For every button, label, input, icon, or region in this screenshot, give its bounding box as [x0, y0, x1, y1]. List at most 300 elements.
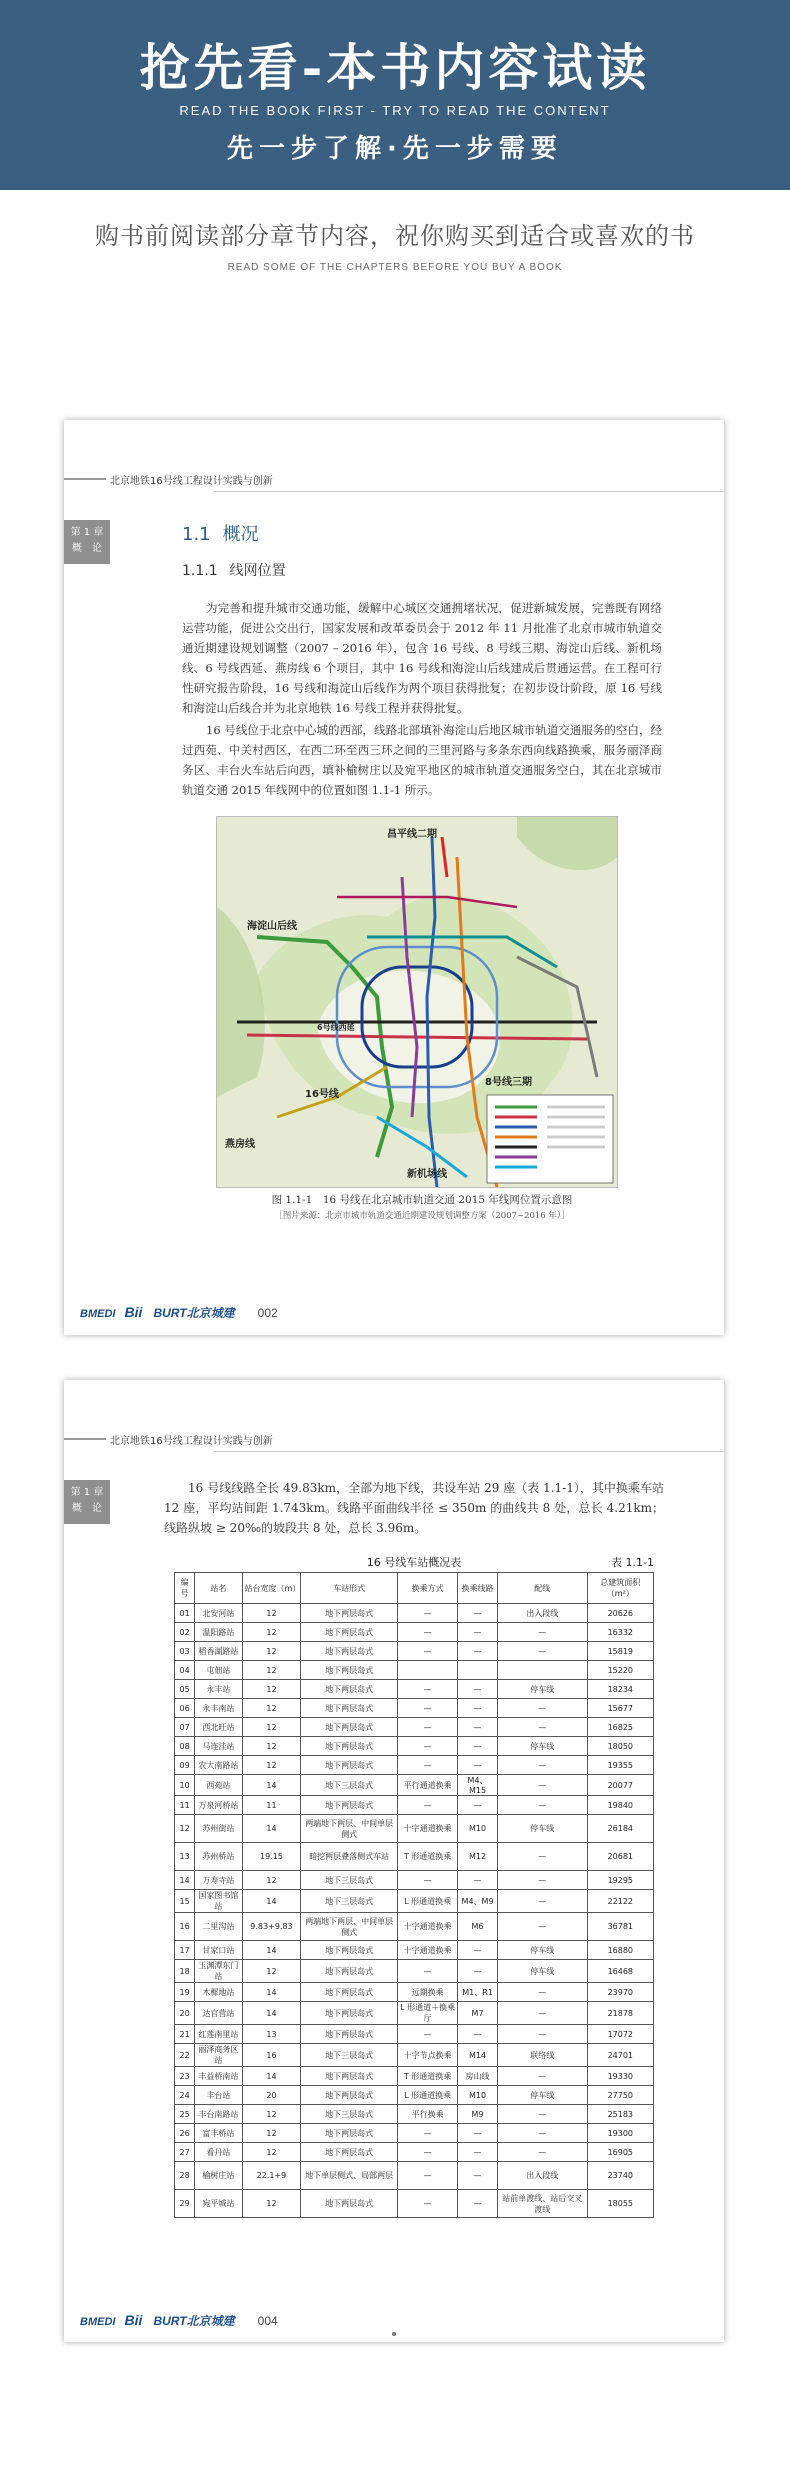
metro-map-graphic: [217, 817, 617, 1187]
table-cell: 20681: [587, 1843, 653, 1871]
table-cell: 地下两层岛式: [301, 1983, 398, 2002]
table-cell: 02: [175, 1623, 195, 1642]
table-cell: 地下两层岛式: [301, 1960, 398, 1983]
table-cell: 19355: [587, 1756, 653, 1775]
table-cell: 联络线: [497, 2044, 587, 2067]
table-cell: 12: [242, 1642, 301, 1661]
chapter-tab: [64, 520, 110, 564]
table-cell: 永丰南站: [195, 1699, 242, 1718]
table-header-cell: 车站形式: [301, 1573, 398, 1604]
table-cell: —: [458, 1796, 498, 1815]
table-cell: 万寿寺站: [195, 1871, 242, 1890]
table-cell: 14: [242, 2002, 301, 2025]
table-cell: —: [458, 1871, 498, 1890]
table-cell: —: [458, 1604, 498, 1623]
table-cell: 达官营站: [195, 2002, 242, 2025]
table-row: [175, 2044, 654, 2067]
table-cell: [497, 1661, 587, 1680]
map-label-line16: 16号线: [305, 1089, 339, 1100]
table-cell: 两端地下两层、中间单层侧式: [301, 1913, 398, 1941]
table-cell: 14: [242, 1775, 301, 1796]
table-cell: 16332: [587, 1623, 653, 1642]
table-cell: 19: [175, 1983, 195, 2002]
table-cell: 14: [175, 1871, 195, 1890]
subsection-heading: [182, 560, 286, 580]
table-cell: 12: [242, 1960, 301, 1983]
table-cell: 地下两层岛式: [301, 2002, 398, 2025]
table-cell: 17072: [587, 2025, 653, 2044]
table-cell: 12: [242, 1604, 301, 1623]
table-cell: 19300: [587, 2124, 653, 2143]
table-cell: —: [497, 2143, 587, 2162]
page-number: 002: [257, 1306, 278, 1320]
table-cell: 16905: [587, 2143, 653, 2162]
page-number: 004: [257, 2314, 278, 2328]
table-row: [175, 1699, 654, 1718]
table-cell: 地下两层岛式: [301, 1737, 398, 1756]
banner-subtitle-en: READ THE BOOK FIRST - TRY TO READ THE CONTENT: [179, 103, 611, 118]
table-row: [175, 1604, 654, 1623]
section-title: 概况: [222, 524, 259, 545]
table-cell: 27750: [587, 2086, 653, 2105]
table-cell: 12: [242, 2105, 301, 2124]
publisher-logo-bii: Bii: [124, 1304, 143, 1320]
table-cell: 地下三层岛式: [301, 2105, 398, 2124]
table-cell: 地下两层岛式: [301, 2067, 398, 2086]
table-cell: 地下两层岛式: [301, 1718, 398, 1737]
header-banner: [0, 0, 790, 190]
table-cell: M12: [458, 1843, 498, 1871]
table-cell: 23970: [587, 1983, 653, 2002]
table-cell: 13: [242, 2025, 301, 2044]
table-cell: 22.1+9: [242, 2162, 301, 2190]
table-row: [175, 2143, 654, 2162]
table-cell: 26184: [587, 1815, 653, 1843]
table-cell: 西北旺站: [195, 1718, 242, 1737]
table-row: [175, 2067, 654, 2086]
table-cell: —: [497, 1983, 587, 2002]
table-cell: T 形通道换乘: [397, 2067, 457, 2086]
page-footer: [80, 2312, 278, 2329]
table-cell: 10: [175, 1775, 195, 1796]
subsection-number: 1.1.1: [182, 563, 218, 579]
table-cell: 12: [242, 1661, 301, 1680]
table-row: [175, 1815, 654, 1843]
table-cell: 24701: [587, 2044, 653, 2067]
table-cell: 19295: [587, 1871, 653, 1890]
table-cell: —: [397, 1699, 457, 1718]
table-cell: —: [397, 1796, 457, 1815]
table-cell: 15: [175, 1890, 195, 1913]
table-cell: M9: [458, 2105, 498, 2124]
table-cell: —: [397, 2124, 457, 2143]
table-row: [175, 1913, 654, 1941]
table-cell: 23: [175, 2067, 195, 2086]
table-cell: —: [458, 2162, 498, 2190]
table-cell: 05: [175, 1680, 195, 1699]
table-row: [175, 1871, 654, 1890]
table-cell: M10: [458, 1815, 498, 1843]
table-cell: —: [458, 2143, 498, 2162]
table-cell: —: [397, 1871, 457, 1890]
body-paragraph-1: 为完善和提升城市交通功能，缓解中心城区交通拥堵状况，促进新城发展，完善既有网络运营功能，促进公交出行，国家发展和改革委员会于 2012 年 11 月批准了北京市城市轨道交通近期建设规划调整（2007 – 2016 年），包含 16 号线、8 号线三期、海淀山后线、新机场线、6 号线西延、燕房线 6 个项目，其中 16 号线和海淀山后线建成后贯通运营。在工程可行性研究报告阶段，16 号线和海淀山后线作为两个项目获得批复；在初步设计阶段，原 16 号线和海淀山后线合并为北京地铁 16 号线工程并获得批复。: [182, 601, 662, 715]
table-cell: 17: [175, 1941, 195, 1960]
table-row: [175, 2162, 654, 2190]
table-cell: [397, 1661, 457, 1680]
running-head-rule: [214, 491, 724, 492]
table-cell: —: [397, 1718, 457, 1737]
figure-source: ［图片来源：北京市城市轨道交通近期建设规划调整方案（2007~2016 年）］: [274, 1211, 570, 1221]
table-cell: 08: [175, 1737, 195, 1756]
table-row: [175, 1843, 654, 1871]
table-cell: —: [458, 1680, 498, 1699]
map-label-haidian-shanhou: 海淀山后线: [247, 921, 297, 932]
table-cell: 停车线: [497, 1680, 587, 1699]
table-cell: 地下两层岛式: [301, 1699, 398, 1718]
table-cell: 西苑站: [195, 1775, 242, 1796]
table-cell: 12: [175, 1815, 195, 1843]
table-cell: 暗挖两层叠落侧式车站: [301, 1843, 398, 1871]
table-cell: 国家图书馆站: [195, 1890, 242, 1913]
running-head-bar: [64, 478, 106, 480]
table-cell: 21: [175, 2025, 195, 2044]
table-cell: 18234: [587, 1680, 653, 1699]
table-cell: 18050: [587, 1737, 653, 1756]
table-cell: 21878: [587, 2002, 653, 2025]
table-cell: M4、M9: [458, 1890, 498, 1913]
table-cell: 11: [175, 1796, 195, 1815]
table-cell: 十字通道换乘: [397, 1913, 457, 1941]
table-cell: 农大南路站: [195, 1756, 242, 1775]
table-cell: —: [458, 1941, 498, 1960]
publisher-logo-bmedi: BMEDI: [80, 2316, 116, 2328]
table-row: [175, 1941, 654, 1960]
running-head-bar: [64, 1438, 106, 1440]
table-number: 表 1.1-1: [611, 1556, 654, 1569]
table-cell: 25183: [587, 2105, 653, 2124]
table-cell: 永丰站: [195, 1680, 242, 1699]
table-row: [175, 2190, 654, 2218]
banner-title: 抢先看-本书内容试读: [139, 38, 651, 97]
table-cell: 28: [175, 2162, 195, 2190]
table-cell: —: [497, 1642, 587, 1661]
table-cell: 16: [175, 1913, 195, 1941]
table-row: [175, 1718, 654, 1737]
table-row: [175, 1960, 654, 1983]
table-cell: 12: [242, 2143, 301, 2162]
table-cell: 16880: [587, 1941, 653, 1960]
table-cell: L 形通道换乘: [397, 2086, 457, 2105]
chapter-tab-title: 概 论: [72, 543, 102, 554]
table-header-cell: 站名: [195, 1573, 242, 1604]
table-cell: 苏州街站: [195, 1815, 242, 1843]
table-cell: —: [497, 2124, 587, 2143]
table-cell: 14: [242, 1941, 301, 1960]
subsection-title: 线网位置: [229, 563, 286, 579]
table-cell: 16825: [587, 1718, 653, 1737]
table-cell: M6: [458, 1913, 498, 1941]
table-cell: 27: [175, 2143, 195, 2162]
map-label-line8-phase3: 8号线三期: [485, 1077, 532, 1088]
table-cell: 平行通道换乘: [397, 1775, 457, 1796]
table-title: 16 号线车站概况表: [366, 1556, 462, 1569]
table-row: [175, 1796, 654, 1815]
table-cell: —: [497, 2067, 587, 2086]
body-paragraph-2: 16 号线位于北京中心城的西部，线路北部填补海淀山后地区城市轨道交通服务的空白，经过西苑、中关村西区，在西二环至西三环之间的三里河路与多条东西向线路换乘，服务丽泽商务区、丰台火车站后向西，填补榆树庄以及宛平地区的城市轨道交通服务空白，其在北京城市轨道交通 2015 年线网中的位置如图 1.1-1 所示。: [182, 723, 662, 797]
table-cell: 十字节点换乘: [397, 2044, 457, 2067]
table-row: [175, 1661, 654, 1680]
table-cell: M4、M15: [458, 1775, 498, 1796]
table-cell: 07: [175, 1718, 195, 1737]
page-bottom-mark: [392, 2332, 396, 2336]
table-cell: 06: [175, 1699, 195, 1718]
intro-text: 购书前阅读部分章节内容，祝你购买到适合或喜欢的书: [95, 222, 695, 250]
station-table: [174, 1572, 654, 2218]
table-cell: 14: [242, 1983, 301, 2002]
table-cell: —: [397, 1642, 457, 1661]
table-cell: [458, 1661, 498, 1680]
table-cell: —: [497, 2002, 587, 2025]
table-cell: —: [497, 1756, 587, 1775]
table-cell: —: [458, 1623, 498, 1642]
table-cell: —: [458, 1960, 498, 1983]
table-cell: 看丹站: [195, 2143, 242, 2162]
chapter-tab-title: 概 论: [72, 1503, 102, 1514]
table-cell: 9.83+9.83: [242, 1913, 301, 1941]
table-cell: 12: [242, 1756, 301, 1775]
table-cell: 12: [242, 1737, 301, 1756]
table-cell: 12: [242, 1718, 301, 1737]
section-heading: [182, 520, 259, 546]
table-cell: 14: [242, 1890, 301, 1913]
table-row: [175, 1756, 654, 1775]
table-cell: 12: [242, 1699, 301, 1718]
table-cell: —: [497, 1718, 587, 1737]
table-row: [175, 1737, 654, 1756]
banner-slogan: 先一步了解·先一步需要: [227, 134, 563, 164]
table-cell: 地下两层岛式: [301, 1642, 398, 1661]
table-cell: 25: [175, 2105, 195, 2124]
table-cell: 丰台南路站: [195, 2105, 242, 2124]
table-cell: 地下两层岛式: [301, 2190, 398, 2218]
table-cell: 丰台站: [195, 2086, 242, 2105]
table-cell: —: [397, 2025, 457, 2044]
table-cell: 20626: [587, 1604, 653, 1623]
table-cell: 停车线: [497, 2086, 587, 2105]
table-cell: 地下两层岛式: [301, 2143, 398, 2162]
table-row: [175, 2124, 654, 2143]
map-label-line6-west: 6号线西延: [317, 1023, 355, 1032]
table-cell: 地下两层岛式: [301, 1796, 398, 1815]
table-cell: 二里沟站: [195, 1913, 242, 1941]
chapter-tab-number: 第 1 章: [70, 1487, 104, 1498]
table-cell: 榆树庄站: [195, 2162, 242, 2190]
table-cell: 地下两层岛式: [301, 1756, 398, 1775]
table-cell: 11: [242, 1796, 301, 1815]
table-cell: M10: [458, 2086, 498, 2105]
table-row: [175, 1983, 654, 2002]
running-head-rule: [214, 1451, 724, 1452]
table-cell: 地下两层岛式: [301, 1661, 398, 1680]
table-cell: —: [397, 2143, 457, 2162]
intro-text-en: READ SOME OF THE CHAPTERS BEFORE YOU BUY A BOOK: [227, 262, 563, 273]
table-cell: —: [497, 2105, 587, 2124]
table-cell: 19840: [587, 1796, 653, 1815]
table-cell: —: [497, 1699, 587, 1718]
table-cell: 09: [175, 1756, 195, 1775]
table-cell: L 形通道换乘: [397, 1890, 457, 1913]
table-cell: —: [397, 1756, 457, 1775]
publisher-logo-burt: BURT北京城建: [153, 1306, 235, 1320]
table-cell: —: [497, 1623, 587, 1642]
table-cell: 26: [175, 2124, 195, 2143]
table-header-cell: 总建筑面积（m²）: [587, 1573, 653, 1604]
table-cell: 14: [242, 1815, 301, 1843]
table-cell: 停车线: [497, 1960, 587, 1983]
table-cell: 23740: [587, 2162, 653, 2190]
table-cell: —: [458, 1642, 498, 1661]
table-cell: 36781: [587, 1913, 653, 1941]
table-row: [175, 2086, 654, 2105]
table-cell: L 形通道＋换乘厅: [397, 2002, 457, 2025]
book-page-002: [64, 420, 724, 1335]
table-cell: 29: [175, 2190, 195, 2218]
figure-caption: 图 1.1-1 16 号线在北京城市轨道交通 2015 年线网位置示意图: [271, 1194, 573, 1206]
table-cell: —: [397, 1604, 457, 1623]
table-header-cell: 编号: [175, 1573, 195, 1604]
table-row: [175, 1890, 654, 1913]
table-cell: 地下三层岛式: [301, 1890, 398, 1913]
table-cell: 远期换乘: [397, 1983, 457, 2002]
table-header-cell: 换乘方式: [397, 1573, 457, 1604]
table-cell: 22122: [587, 1890, 653, 1913]
table-cell: —: [497, 1775, 587, 1796]
table-cell: 马连洼站: [195, 1737, 242, 1756]
table-row: [175, 1680, 654, 1699]
book-page-004: [64, 1380, 724, 2342]
table-cell: —: [397, 1960, 457, 1983]
table-header-cell: 站台宽度（m）: [242, 1573, 301, 1604]
publisher-logo-burt: BURT北京城建: [153, 2314, 235, 2328]
running-head-text: 北京地铁16号线工程设计实践与创新: [110, 476, 273, 487]
table-cell: 地下两层岛式: [301, 1680, 398, 1699]
table-cell: —: [458, 1699, 498, 1718]
table-cell: 地下两层岛式: [301, 1604, 398, 1623]
table-cell: —: [397, 2162, 457, 2190]
table-cell: 宛平城站: [195, 2190, 242, 2218]
table-cell: 15819: [587, 1642, 653, 1661]
chapter-tab: [64, 1480, 110, 1524]
table-cell: 04: [175, 1661, 195, 1680]
table-cell: 地下三层岛式: [301, 1775, 398, 1796]
publisher-logo-bmedi: BMEDI: [80, 1308, 116, 1320]
table-cell: 停车线: [497, 1941, 587, 1960]
table-cell: 富丰桥站: [195, 2124, 242, 2143]
table-cell: 24: [175, 2086, 195, 2105]
table-cell: M7: [458, 2002, 498, 2025]
table-cell: 16: [242, 2044, 301, 2067]
table-cell: 12: [242, 1871, 301, 1890]
map-label-changping: 昌平线二期: [387, 829, 437, 840]
table-cell: —: [458, 2190, 498, 2218]
table-cell: —: [397, 1737, 457, 1756]
table-cell: 01: [175, 1604, 195, 1623]
table-cell: 甘家口站: [195, 1941, 242, 1960]
table-cell: —: [458, 2124, 498, 2143]
table-cell: 20: [175, 2002, 195, 2025]
table-cell: 出入段线: [497, 1604, 587, 1623]
table-cell: 平行换乘: [397, 2105, 457, 2124]
table-cell: 地下三层岛式: [301, 1871, 398, 1890]
table-cell: M14: [458, 2044, 498, 2067]
table-header-cell: 配线: [497, 1573, 587, 1604]
table-cell: 玉渊潭东门站: [195, 1960, 242, 1983]
table-row: [175, 2002, 654, 2025]
table-cell: 苏州桥站: [195, 1843, 242, 1871]
table-cell: —: [458, 2025, 498, 2044]
map-label-new-airport: 新机场线: [407, 1169, 447, 1180]
table-cell: 万泉河桥站: [195, 1796, 242, 1815]
table-cell: 地下两层岛式: [301, 2086, 398, 2105]
table-cell: 22: [175, 2044, 195, 2067]
table-row: [175, 1775, 654, 1796]
table-cell: 16468: [587, 1960, 653, 1983]
table-cell: 12: [242, 1680, 301, 1699]
running-head-text: 北京地铁16号线工程设计实践与创新: [110, 1436, 273, 1447]
table-cell: —: [497, 1843, 587, 1871]
table-cell: 地下三层岛式: [301, 2044, 398, 2067]
table-cell: 15677: [587, 1699, 653, 1718]
table-cell: 地下两层岛式: [301, 2124, 398, 2143]
table-cell: T 形通道换乘: [397, 1843, 457, 1871]
table-cell: 地下两层岛式: [301, 1941, 398, 1960]
table-cell: 19330: [587, 2067, 653, 2086]
table-cell: 03: [175, 1642, 195, 1661]
table-cell: 丽泽商务区站: [195, 2044, 242, 2067]
table-row: [175, 1642, 654, 1661]
table-cell: 丰益桥南站: [195, 2067, 242, 2086]
table-cell: 红莲南里站: [195, 2025, 242, 2044]
table-row: [175, 2025, 654, 2044]
table-cell: 地下单层侧式、局部两层: [301, 2162, 398, 2190]
table-cell: 北安河站: [195, 1604, 242, 1623]
table-cell: —: [397, 2190, 457, 2218]
table-cell: —: [497, 2025, 587, 2044]
table-cell: —: [397, 1623, 457, 1642]
table-cell: 停车线: [497, 1737, 587, 1756]
table-cell: 十字通道换乘: [397, 1941, 457, 1960]
table-cell: 房山线: [458, 2067, 498, 2086]
table-header-row: [175, 1573, 654, 1604]
table-cell: 20077: [587, 1775, 653, 1796]
table-cell: 两端地下两层、中间单层侧式: [301, 1815, 398, 1843]
table-header-cell: 换乘线路: [458, 1573, 498, 1604]
table-cell: 地下两层岛式: [301, 1623, 398, 1642]
publisher-logo-bii: Bii: [124, 2312, 143, 2328]
table-cell: 出入段线: [497, 2162, 587, 2190]
table-row: [175, 1623, 654, 1642]
table-cell: 20: [242, 2086, 301, 2105]
table-cell: 屯佃站: [195, 1661, 242, 1680]
chapter-tab-number: 第 1 章: [70, 527, 104, 538]
table-cell: 地下两层岛式: [301, 2025, 398, 2044]
table-cell: 停车线: [497, 1815, 587, 1843]
table-cell: —: [497, 1913, 587, 1941]
table-cell: —: [497, 1890, 587, 1913]
metro-network-map: [216, 816, 618, 1188]
table-cell: 18055: [587, 2190, 653, 2218]
table-cell: 19.15: [242, 1843, 301, 1871]
